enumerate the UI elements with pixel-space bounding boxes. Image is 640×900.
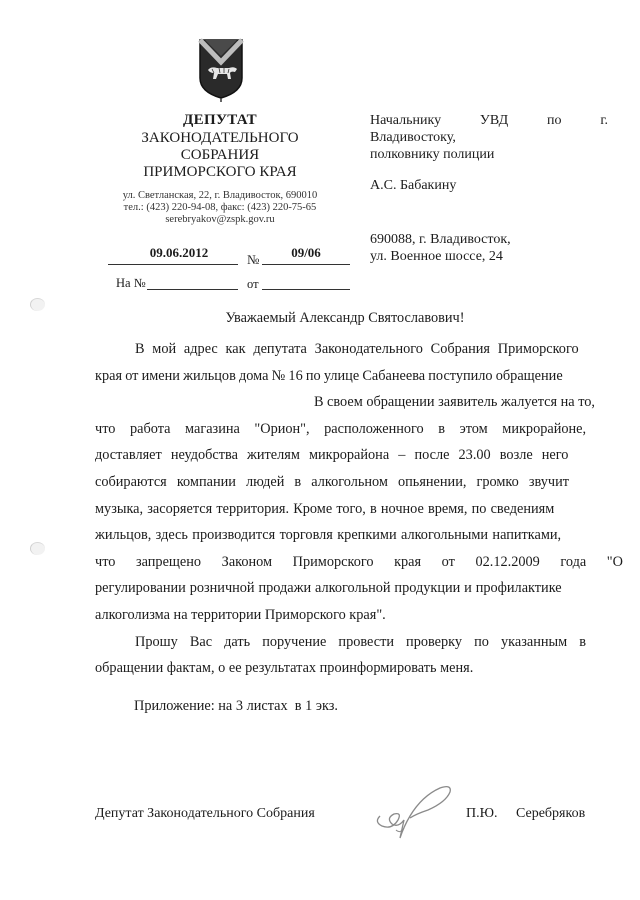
body-line [95,549,623,576]
body-line-text: В своем обращении заявитель жалуется на то, [313,394,595,411]
body-line-text: регулировании розничной продажи алкогольной продукции и профилактике [95,580,562,597]
letterhead-line: ПРИМОРСКОГО КРАЯ [143,164,297,180]
outgoing-number: 09/06 [291,245,321,260]
number-underline [262,264,350,265]
body-line [95,363,595,390]
letterhead-phones: тел.: (423) 220-94-08, факс: (423) 220-75-65 [123,202,317,213]
recipient-word: г. [600,113,608,128]
reply-number-underline [147,289,238,290]
recipient-address [370,231,608,265]
greeting: Уважаемый Александр Святославович! [225,310,465,326]
body-line [95,602,595,629]
from-date-underline [262,289,350,290]
body-line-text: В мой адрес как депутата Законодательного Собрания Приморского [135,341,579,357]
handwritten-signature [370,782,460,842]
recipient-word: по [547,113,562,128]
body-line-text: музыка, засоряется территория. Кроме того, в ночное время, по сведениям [95,500,555,517]
body-line [95,575,595,602]
outgoing-date: 09.06.2012 [149,245,209,260]
signatory-surname: Серебряков [516,806,586,821]
letterhead-email: serebryakov@zspk.gov.ru [165,214,275,225]
recipient-block [370,112,608,194]
hole-punch-mark [30,298,45,311]
from-label: от [247,277,259,291]
body-line [95,629,595,656]
recipient-address-line-1: 690088, г. Владивосток, [370,232,511,247]
letter-body [95,336,623,682]
body-line-text: что запрещено Законом Приморского края от 02.12.2009 года "О [95,553,623,570]
body-line-text: края от имени жильцов дома № 16 по улице Сабанеева поступило обращение [95,367,563,384]
recipient-name: А.С. Бабакину [370,178,457,193]
recipient-address-line-2: ул. Военное шоссе, 24 [370,249,503,264]
recipient-word: УВД [479,113,509,128]
body-line [95,496,595,523]
recipient-line-3: полковнику полиции [370,147,495,162]
date-underline [108,264,238,265]
signatory-initials: П.Ю. [466,806,498,821]
body-line-text: что работа магазина "Орион", расположенного в этом микрорайоне, [95,420,587,437]
body-line-text: собираются компании людей в алкогольном опьянении, громко звучит [95,473,570,490]
body-line [95,469,595,496]
body-line-text: алкоголизма на территории Приморского края". [95,606,386,623]
recipient-line-2: Владивостоку, [370,130,456,145]
body-line [95,522,595,549]
recipient-word: Начальнику [370,113,442,128]
reply-to-number-label: На № [116,276,146,290]
letterhead-title: ДЕПУТАТ [183,112,257,128]
body-line-text: доставляет неудобства жителям микрорайона – после 23.00 возле него [95,447,569,464]
hole-punch-mark [30,542,45,555]
number-label: № [247,252,260,267]
body-line-text: обращении фактам, о ее результатах проинформировать меня. [95,660,474,677]
letterhead-line: СОБРАНИЯ [180,147,260,163]
body-line [95,655,595,682]
coat-of-arms-emblem [197,38,245,102]
body-line [95,389,595,416]
signatory-position: Депутат Законодательного Собрания [95,806,315,821]
body-line [95,336,595,363]
body-line [95,442,595,469]
recipient-line-1 [370,112,608,129]
body-line-text: жильцов, здесь производится торговля крепкими алкогольными напитками, [95,527,562,544]
letterhead-address: ул. Светланская, 22, г. Владивосток, 690010 [122,190,318,201]
body-line-text: Прошу Вас дать поручение провести проверку по указанным в [135,633,586,650]
body-line [95,416,595,443]
letterhead-line: ЗАКОНОДАТЕЛЬНОГО [141,130,299,146]
attachment-note: Приложение: на 3 листах в 1 экз. [134,698,338,714]
